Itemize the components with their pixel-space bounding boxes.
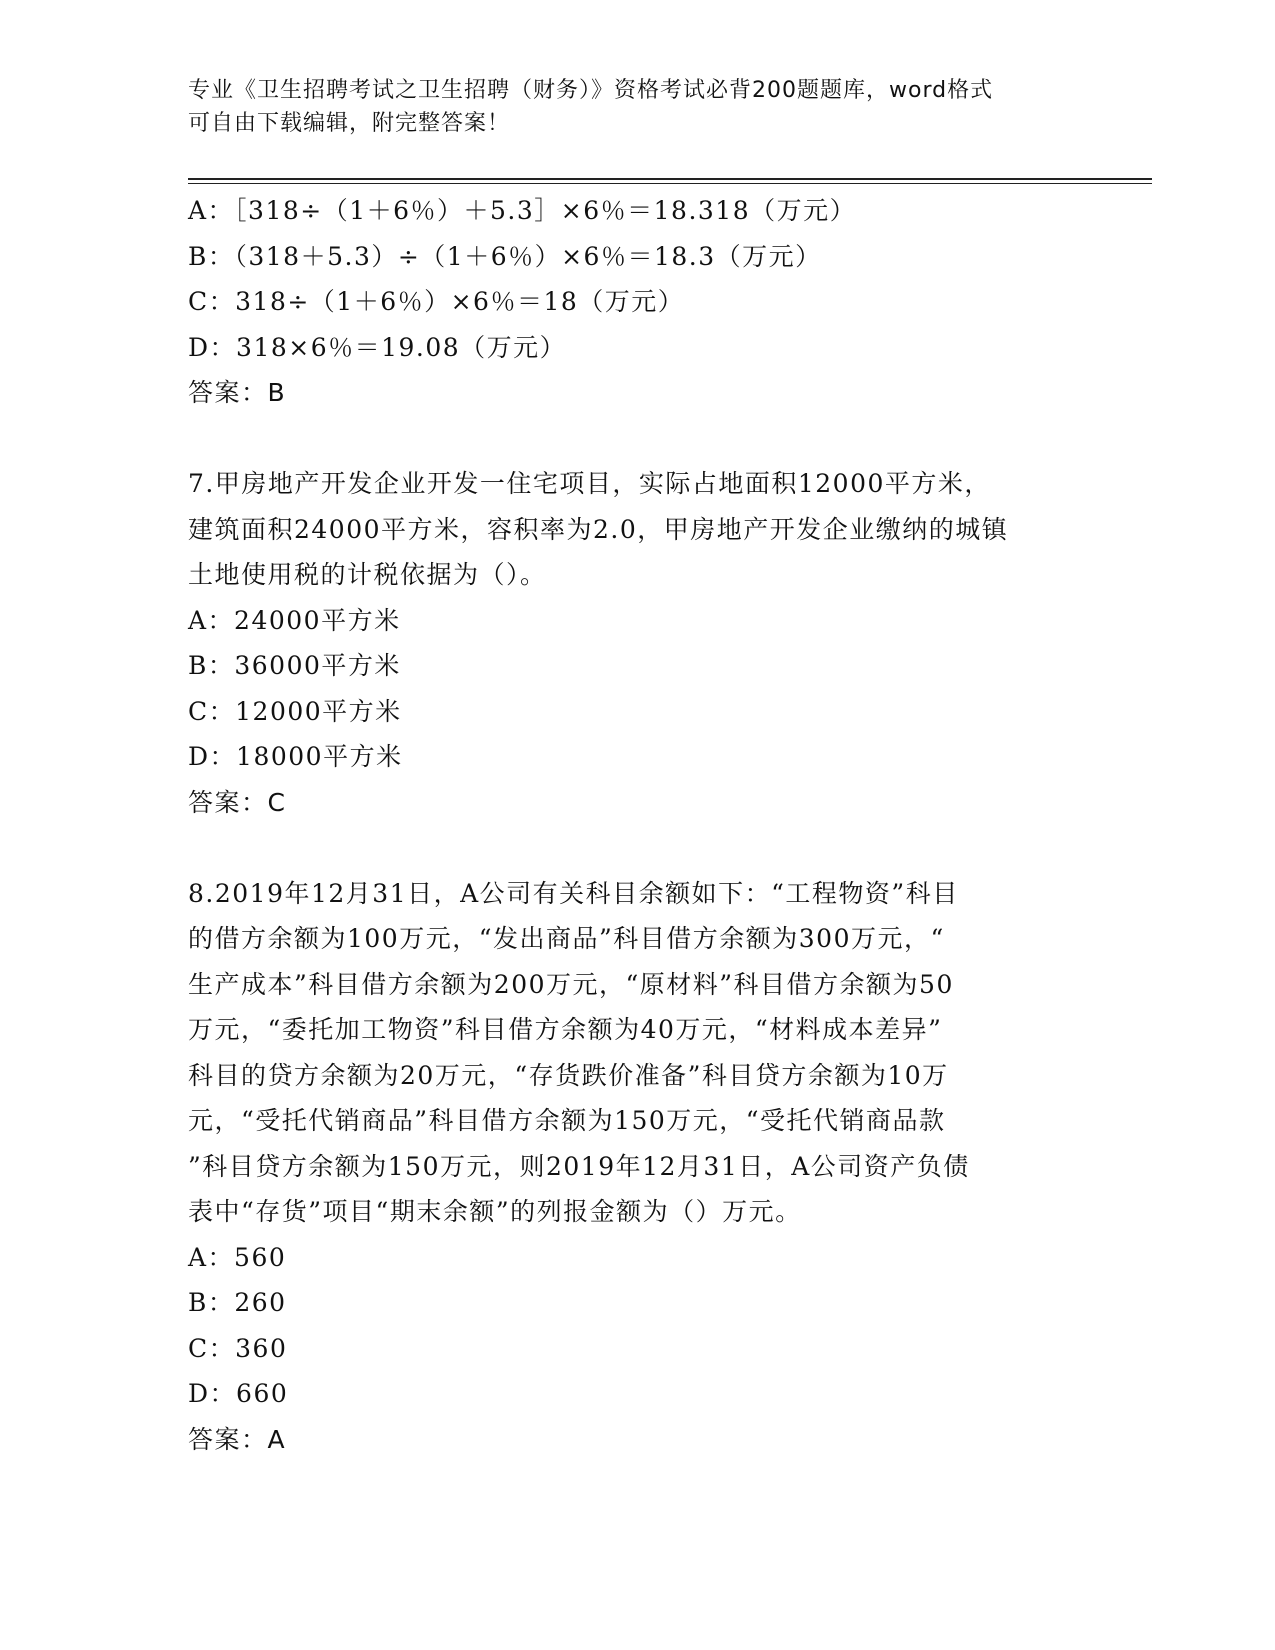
question-stem-line: 万元，“委托加工物资”科目借方余额为40万元，“材料成本差异” — [188, 1015, 943, 1044]
option-c: C：12000平方米 — [188, 696, 402, 726]
option-c: C：318÷（1＋6％）×6％＝18（万元） — [188, 287, 685, 316]
option-b: B：260 — [188, 1288, 287, 1317]
question-stem-line: 生产成本”科目借方余额为200万元，“原材料”科目借方余额为50 — [188, 969, 954, 999]
option-d: D：18000平方米 — [188, 742, 403, 771]
option-b: B：36000平方米 — [188, 651, 401, 680]
question-stem-line: 建筑面积24000平方米，容积率为2.0，甲房地产开发企业缴纳的城镇 — [188, 514, 1009, 544]
question-content — [188, 188, 1088, 1462]
question-7 — [188, 461, 1088, 825]
question-stem-line: 表中“存货”项目“期末余额”的列报金额为（）万元。 — [188, 1197, 802, 1226]
header-line-1: 专业《卫生招聘考试之卫生招聘（财务）》资格考试必背200题题库，word格式 — [188, 78, 994, 103]
header-line-2: 可自由下载编辑，附完整答案！ — [188, 111, 511, 136]
option-d: D：318×6％＝19.08（万元） — [188, 332, 567, 362]
spacer — [188, 825, 1088, 871]
header-divider-thick — [188, 178, 1152, 180]
option-d: D：660 — [188, 1379, 289, 1408]
header-divider-thin — [188, 183, 1152, 184]
option-a: A：［318÷（1＋6％）＋5.3］×6％＝18.318（万元） — [188, 196, 857, 225]
option-a: A：24000平方米 — [188, 605, 401, 635]
document-header — [188, 74, 1088, 140]
answer-line: 答案：B — [188, 378, 287, 407]
option-c: C：360 — [188, 1333, 288, 1363]
question-stem-line: 8.2019年12月31日，A公司有关科目余额如下：“工程物资”科目 — [188, 878, 959, 908]
question-stem-line: 7.甲房地产开发企业开发一住宅项目，实际占地面积12000平方米， — [188, 469, 991, 498]
option-b: B：（318＋5.3）÷（1＋6％）×6％＝18.3（万元） — [188, 241, 822, 271]
question-stem-line: 元，“受托代销商品”科目借方余额为150万元，“受托代销商品款 — [188, 1106, 946, 1135]
option-a: A：560 — [188, 1242, 287, 1272]
question-stem-line: 的借方余额为100万元，“发出商品”科目借方余额为300万元，“ — [188, 924, 945, 953]
question-6 — [188, 188, 1088, 416]
answer-line: 答案：C — [188, 787, 287, 817]
spacer — [188, 416, 1088, 462]
question-stem-line: 土地使用税的计税依据为（）。 — [188, 560, 547, 589]
question-stem-line: 科目的贷方余额为20万元，“存货跌价准备”科目贷方余额为10万 — [188, 1060, 949, 1090]
question-8 — [188, 871, 1088, 1463]
question-stem-line: ”科目贷方余额为150万元，则2019年12月31日，A公司资产负债 — [188, 1151, 970, 1181]
answer-line: 答案：A — [188, 1424, 287, 1454]
